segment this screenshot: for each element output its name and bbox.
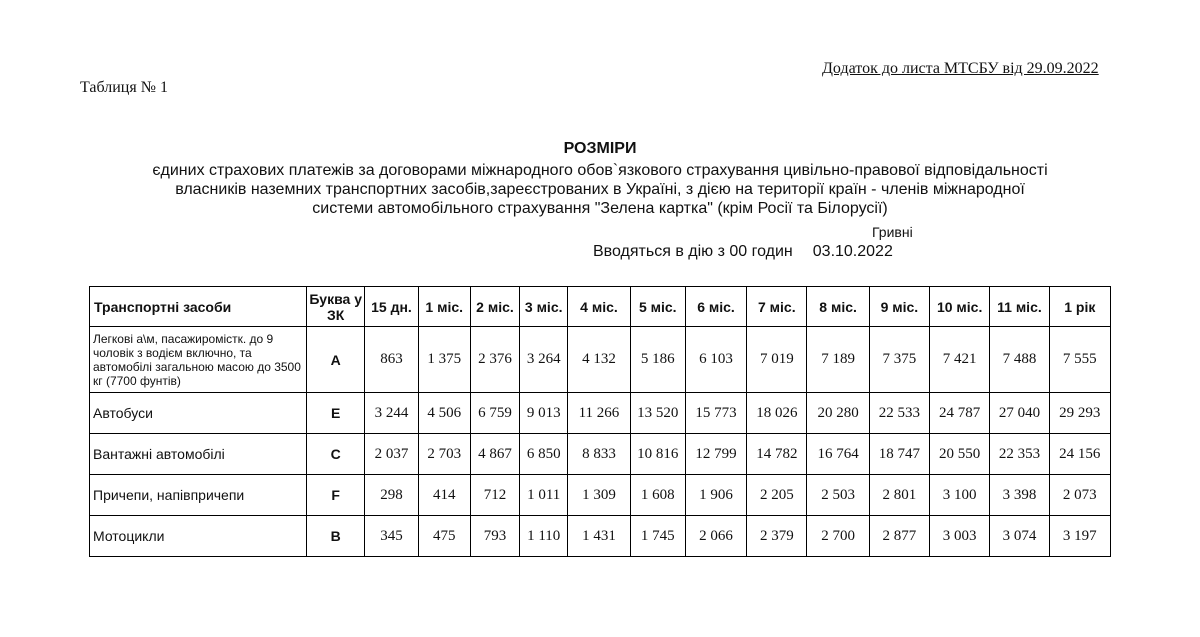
rate-cell: 1 608 xyxy=(630,475,685,516)
appendix-note: Додаток до листа МТСБУ від 29.09.2022 xyxy=(822,60,1099,77)
rate-cell: 298 xyxy=(365,475,418,516)
document-title: РОЗМІРИ xyxy=(563,140,637,157)
table-row-cars xyxy=(90,327,1111,393)
currency-label: Гривні xyxy=(872,224,913,240)
rate-cell: 1 375 xyxy=(418,327,470,393)
header-period: 9 міс. xyxy=(869,287,929,327)
table-row-motorcycles xyxy=(90,516,1111,557)
rate-cell: 3 398 xyxy=(990,475,1049,516)
row-vehicle-name: Мотоцикли xyxy=(90,516,307,557)
subtitle-line-3: системи автомобільного страхування "Зелена картка" (крім Росії та Білорусії) xyxy=(312,200,888,217)
rate-cell: 18 026 xyxy=(747,393,807,434)
effective-label: Вводяться в дію з 00 годин xyxy=(593,243,793,260)
rate-cell: 6 759 xyxy=(470,393,519,434)
row-vehicle-name: Вантажні автомобілі xyxy=(90,434,307,475)
header-period: 2 міс. xyxy=(470,287,519,327)
rate-cell: 2 066 xyxy=(685,516,746,557)
rate-cell: 2 703 xyxy=(418,434,470,475)
subtitle-line-1: єдиних страхових платежів за договорами міжнародного обов`язкового страхування цивільно-правової відповідальності xyxy=(152,162,1048,179)
table-row-trailers xyxy=(90,475,1111,516)
table-header-row xyxy=(90,287,1111,327)
rates-table xyxy=(89,286,1111,557)
rate-cell: 27 040 xyxy=(990,393,1049,434)
rate-cell: 345 xyxy=(365,516,418,557)
rate-cell: 2 205 xyxy=(747,475,807,516)
rate-cell: 712 xyxy=(470,475,519,516)
rate-cell: 7 019 xyxy=(747,327,807,393)
rate-cell: 16 764 xyxy=(807,434,869,475)
rate-cell: 13 520 xyxy=(630,393,685,434)
rate-cell: 1 906 xyxy=(685,475,746,516)
rate-cell: 6 850 xyxy=(520,434,568,475)
rate-cell: 22 533 xyxy=(869,393,929,434)
row-letter: F xyxy=(307,475,365,516)
rate-cell: 8 833 xyxy=(568,434,630,475)
rate-cell: 7 488 xyxy=(990,327,1049,393)
rate-cell: 7 555 xyxy=(1049,327,1110,393)
row-letter: E xyxy=(307,393,365,434)
row-vehicle-name: Автобуси xyxy=(90,393,307,434)
header-letter: Буква у ЗК xyxy=(307,287,365,327)
row-letter: A xyxy=(307,327,365,393)
rate-cell: 7 189 xyxy=(807,327,869,393)
header-period: 8 міс. xyxy=(807,287,869,327)
rate-cell: 9 013 xyxy=(520,393,568,434)
rate-cell: 5 186 xyxy=(630,327,685,393)
rate-cell: 22 353 xyxy=(990,434,1049,475)
header-vehicle: Транспортні засоби xyxy=(90,287,307,327)
rate-cell: 7 375 xyxy=(869,327,929,393)
rate-cell: 29 293 xyxy=(1049,393,1110,434)
rate-cell: 3 264 xyxy=(520,327,568,393)
rate-cell: 414 xyxy=(418,475,470,516)
rate-cell: 3 074 xyxy=(990,516,1049,557)
header-period: 11 міс. xyxy=(990,287,1049,327)
effective-date: 03.10.2022 xyxy=(812,243,893,260)
row-letter: B xyxy=(307,516,365,557)
table-number: Таблиця № 1 xyxy=(80,79,168,96)
subtitle-line-2: власників наземних транспортних засобів,зареєстрованих в Україні, з дією на території країн - членів міжнародної xyxy=(175,181,1025,198)
rate-cell: 1 011 xyxy=(520,475,568,516)
header-period: 5 міс. xyxy=(630,287,685,327)
rate-cell: 4 132 xyxy=(568,327,630,393)
rate-cell: 2 073 xyxy=(1049,475,1110,516)
rate-cell: 20 550 xyxy=(930,434,990,475)
rate-cell: 14 782 xyxy=(747,434,807,475)
rate-cell: 3 197 xyxy=(1049,516,1110,557)
rate-cell: 2 503 xyxy=(807,475,869,516)
header-period: 7 міс. xyxy=(747,287,807,327)
rate-cell: 2 700 xyxy=(807,516,869,557)
rate-cell: 2 801 xyxy=(869,475,929,516)
rate-cell: 4 867 xyxy=(470,434,519,475)
rate-cell: 12 799 xyxy=(685,434,746,475)
rate-cell: 2 037 xyxy=(365,434,418,475)
rate-cell: 475 xyxy=(418,516,470,557)
header-period: 1 міс. xyxy=(418,287,470,327)
rate-cell: 863 xyxy=(365,327,418,393)
rate-cell: 10 816 xyxy=(630,434,685,475)
row-vehicle-name: Легкові а\м, пасажиромістк. до 9 чоловік з водієм включно, та автомобілі загальною масою до 3500 кг (7700 фунтів) xyxy=(90,327,307,393)
row-letter: C xyxy=(307,434,365,475)
rate-cell: 24 156 xyxy=(1049,434,1110,475)
header-period: 4 міс. xyxy=(568,287,630,327)
rate-cell: 18 747 xyxy=(869,434,929,475)
header-period: 10 міс. xyxy=(930,287,990,327)
effective-date-line xyxy=(593,243,893,261)
table-row-buses xyxy=(90,393,1111,434)
rate-cell: 11 266 xyxy=(568,393,630,434)
rate-cell: 3 100 xyxy=(930,475,990,516)
rate-cell: 7 421 xyxy=(930,327,990,393)
table-row-trucks xyxy=(90,434,1111,475)
rate-cell: 15 773 xyxy=(685,393,746,434)
header-period: 6 міс. xyxy=(685,287,746,327)
rate-cell: 2 877 xyxy=(869,516,929,557)
rate-cell: 24 787 xyxy=(930,393,990,434)
rate-cell: 20 280 xyxy=(807,393,869,434)
header-period: 1 рік xyxy=(1049,287,1110,327)
row-vehicle-name: Причепи, напівпричепи xyxy=(90,475,307,516)
rate-cell: 3 244 xyxy=(365,393,418,434)
rate-cell: 1 431 xyxy=(568,516,630,557)
rate-cell: 3 003 xyxy=(930,516,990,557)
rate-cell: 1 309 xyxy=(568,475,630,516)
rate-cell: 2 376 xyxy=(470,327,519,393)
rate-cell: 6 103 xyxy=(685,327,746,393)
rate-cell: 2 379 xyxy=(747,516,807,557)
header-period: 15 дн. xyxy=(365,287,418,327)
rate-cell: 1 110 xyxy=(520,516,568,557)
rate-cell: 793 xyxy=(470,516,519,557)
header-period: 3 міс. xyxy=(520,287,568,327)
rate-cell: 1 745 xyxy=(630,516,685,557)
rate-cell: 4 506 xyxy=(418,393,470,434)
